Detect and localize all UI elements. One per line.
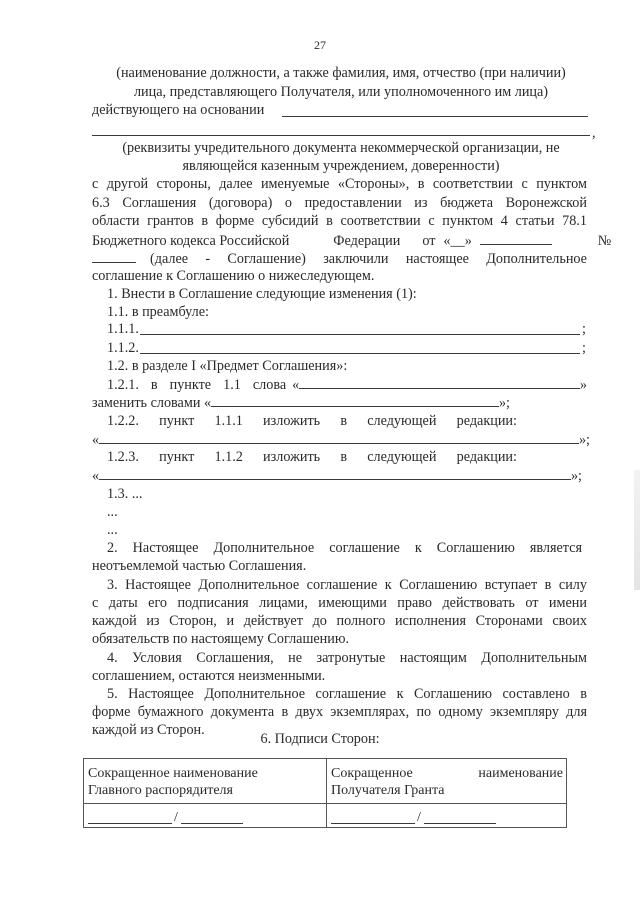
item1-1-1: 1.1.1. (107, 321, 139, 337)
details-line-1: (реквизиты учредительного документа некоммерческой организации, не (122, 140, 560, 156)
grantor-name-line (181, 823, 243, 824)
item1-1: 1.1. в преамбуле: (107, 304, 209, 320)
para1-line-4: Бюджетного кодекса Российской Федерации от «__» № (92, 233, 612, 249)
para1-line-3: области грантов в форме субсидий в соответствии с пунктом 4 статьи 78.1 (92, 213, 587, 229)
item3-line-2: с даты его подписания лицами, имеющими право действовать от имени (92, 595, 587, 611)
item1-2-2: 1.2.2. пункт 1.1.1 изложить в следующей редакции: (107, 413, 517, 429)
grantor-name-label-2: Главного распорядителя (88, 783, 233, 798)
recipient-signature-line (331, 823, 415, 824)
grantor-signature-line (88, 823, 172, 824)
header-line-2: лица, представляющего Получателя, или уполномоченного им лица) (133, 84, 549, 100)
item1-ellipsis-1: ... (107, 504, 118, 520)
item1-1-1-blank (140, 334, 580, 335)
signatures-title: 6. Подписи Сторон: (260, 731, 380, 747)
recipient-name-label-1: Сокращенное наименование (331, 766, 563, 781)
basis-blank-line (282, 116, 588, 117)
scan-edge-shadow (634, 470, 640, 590)
para1-line-2: 6.3 Соглашения (договора) о предоставлении из бюджета Воронежской (92, 195, 587, 211)
grantor-signature-slash: / (174, 810, 178, 825)
item5-line-3: каждой из Сторон. (92, 722, 205, 738)
para1-line-1: с другой стороны, далее именуемые «Стороны», в соответствии с пунктом (92, 176, 587, 192)
item3-line-3: каждой из Сторон, и действует до полного исполнения Сторонами своих (92, 613, 587, 629)
item1-2-2-text: « »; (92, 432, 590, 448)
item1-2-3-text: « »; (92, 468, 582, 484)
header-line-3: действующего на основании (92, 102, 265, 118)
item1-2-3: 1.2.3. пункт 1.1.2 изложить в следующей редакции: (107, 449, 517, 465)
item1-3: 1.3. ... (107, 486, 143, 502)
header-line-1: (наименование должности, а также фамилия, имя, отчество (при наличии) (116, 65, 566, 81)
page-number: 27 (314, 38, 326, 52)
item3-line-4: обязательств по настоящему Соглашению. (92, 631, 350, 647)
item1-2-1-replace: заменить словами « »; (92, 395, 510, 411)
item1-1-2-semi: ; (582, 340, 586, 356)
item1-1-2: 1.1.2. (107, 340, 139, 356)
recipient-name-line (424, 823, 496, 824)
item5-line-2: форме бумажного документа в двух экземплярах, по одному экземпляру для (92, 704, 587, 720)
grantor-name-label-1: Сокращенное наименование (88, 766, 258, 781)
item4-line-2: соглашением, остаются неизменными. (92, 668, 326, 684)
details-comma: , (592, 125, 596, 141)
recipient-name-label-2: Получателя Гранта (331, 783, 445, 798)
para1-line-6: соглашение к Соглашению о нижеследующем. (92, 268, 375, 284)
details-blank-line (92, 135, 590, 136)
item1-1-1-semi: ; (582, 321, 586, 337)
item4-line-1: 4. Условия Соглашения, не затронутые настоящим Дополнительным (107, 650, 587, 666)
item1-ellipsis-2: ... (107, 522, 118, 538)
item1-1-2-blank (140, 353, 580, 354)
item1-2: 1.2. в разделе I «Предмет Соглашения»: (107, 358, 348, 374)
signatures-table (83, 758, 567, 828)
item5-line-1: 5. Настоящее Дополнительное соглашение к Соглашению составлено в (107, 686, 587, 702)
item1-title: 1. Внести в Соглашение следующие изменения (1): (107, 286, 417, 302)
item3-line-1: 3. Настоящее Дополнительное соглашение к Соглашению вступает в силу (107, 577, 587, 593)
para1-line-5: (далее - Соглашение) заключили настоящее Дополнительное (92, 249, 587, 268)
item2-line-2: неотъемлемой частью Соглашения. (92, 558, 307, 574)
item1-2-1: 1.2.1. в пункте 1.1 слова « » (107, 377, 587, 393)
details-line-2: являющейся казенным учреждением, доверенности) (182, 158, 500, 174)
recipient-signature-slash: / (417, 810, 421, 825)
item2-line-1: 2. Настоящее Дополнительное соглашение к Соглашению является (107, 540, 582, 556)
